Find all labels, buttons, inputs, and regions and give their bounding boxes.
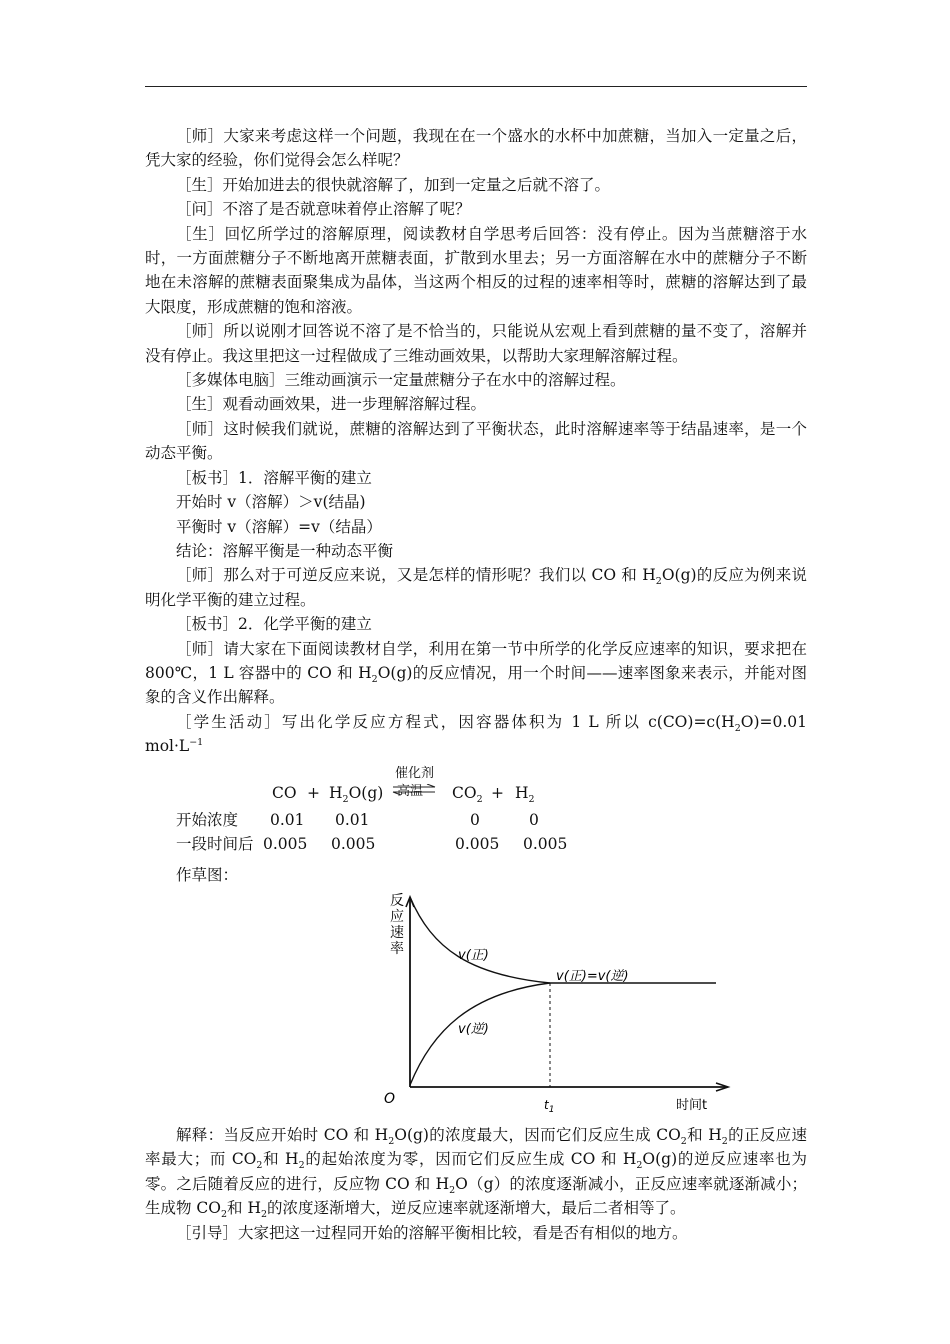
- paragraph-student-watch: ［生］观看动画效果，进一步理解溶解过程。: [176, 395, 487, 414]
- paragraph-teacher-question: ［师］大家来考虑这样一个问题，我现在在一个盛水的水杯中加蔗糖，当加入一定量之后，凭大家的经验，你们觉得会怎么样呢？: [145, 127, 807, 170]
- reactant-co: CO: [272, 783, 297, 802]
- paragraph-teacher-task: ［师］请大家在下面阅读教材自学，利用在第一节中所学的化学反应速率的知识，要求把在 800℃，1 L 容器中的 CO 和 $H_2O(g)$的反应情况，用一个时间——速率图象来表示，并能对图象的含义作出解释。: [145, 639, 807, 707]
- x-axis-label: 时间t: [676, 1097, 708, 1113]
- later-co2: 0.005: [455, 834, 500, 853]
- later-concentration-label: 一段时间后: [176, 834, 254, 853]
- board-conclusion: 结论：溶解平衡是一种动态平衡: [176, 541, 394, 560]
- forward-rate-curve: [410, 897, 550, 983]
- product-h2: $H_2$: [515, 783, 535, 805]
- paragraph-question: ［问］不溶了是否就意味着停止溶解了呢？: [176, 200, 471, 219]
- paragraph-teacher-animation: ［师］所以说刚才回答说不溶了是不恰当的，只能说从宏观上看到蔗糖的量不变了，溶解并没有停止。我这里把这一过程做成了三维动画效果，以帮助大家理解溶解过程。: [145, 322, 807, 365]
- paragraph-explanation: 解释：当反应开始时 CO 和 $H_2O(g)$的浓度最大，因而它们反应生成 $CO_2$和 $H_2$的正反应速率最大；而 $CO_2$和 $H_2$的起始浓度为零，因而它们反应生成 CO 和 $H_2O(g)$的逆反应速率也为零。之后随着反应的进行，反应物 CO 和 $H_2O(g)$的浓度逐渐减小，正反应速率就逐渐减小；生成物 $CO_2$和 $H_2$的浓度逐渐增大，逆反应速率就逐渐增大，最后二者相等了。: [145, 1125, 807, 1221]
- forward-rate-label: v(正): [458, 947, 489, 963]
- origin-label: O: [384, 1090, 396, 1107]
- paragraph-guide: ［引导］大家把这一过程同开始的溶解平衡相比较，看是否有相似的地方。: [176, 1223, 688, 1242]
- rate-time-graph: [370, 889, 740, 1117]
- t1-label: $t_1$: [544, 1097, 555, 1115]
- paragraph-reversible-reaction: ［师］那么对于可逆反应来说，又是怎样的情形呢？我们以 CO 和 $H_2O(g)$的反应为例来说明化学平衡的建立过程。: [145, 566, 807, 609]
- paragraph-student-activity: ［学生活动］写出化学反应方程式，因容器体积为 1 L 所以 $c(CO)=c(H_2O)=0.01$ $mol\cdot L^{-1}$: [145, 712, 807, 756]
- header-rule: [145, 86, 807, 87]
- y-axis-label-3: 速: [390, 924, 404, 941]
- initial-h2: 0: [529, 810, 539, 829]
- sketch-label: 作草图：: [176, 865, 239, 884]
- paragraph-student-answer: ［生］开始加进去的很快就溶解了，加到一定量之后就不溶了。: [176, 175, 611, 194]
- reactant-h2o: $H_2O(g)$: [329, 783, 384, 805]
- paragraph-teacher-equilibrium: ［师］这时候我们就说，蔗糖的溶解达到了平衡状态，此时溶解速率等于结晶速率，是一个动态平衡。: [145, 419, 807, 463]
- board-line-start: 开始时 v（溶解）＞v(结晶): [176, 493, 366, 512]
- y-axis-label-2: 应: [390, 908, 404, 925]
- paragraph-student-explanation: ［生］回忆所学过的溶解原理，阅读教材自学思考后回答：没有停止。因为当蔗糖溶于水时，一方面蔗糖分子不断地离开蔗糖表面，扩散到水里去；另一方面溶解在水中的蔗糖分子不断地在未溶解的蔗糖表面聚集成为晶体，当这两个相反的过程的速率相等时，蔗糖的溶解达到了最大限度，形成蔗糖的饱和溶液。: [145, 224, 807, 316]
- board-heading-1: ［板书］1．溶解平衡的建立: [176, 468, 372, 487]
- initial-concentration-label: 开始浓度: [176, 810, 239, 829]
- document-body: [145, 124, 807, 1245]
- later-h2: 0.005: [523, 834, 568, 853]
- heat-label: 高温: [397, 783, 424, 799]
- rate-time-diagram: [145, 889, 807, 1119]
- board-heading-2: ［板书］2．化学平衡的建立: [176, 615, 372, 634]
- initial-co: 0.01: [270, 810, 305, 829]
- product-co2: $CO_2$: [452, 783, 483, 805]
- y-axis-label-4: 率: [390, 940, 404, 957]
- reaction-equation: [145, 765, 807, 863]
- later-co: 0.005: [263, 834, 308, 853]
- plus-sign-2: +: [491, 783, 504, 802]
- initial-h2o: 0.01: [335, 810, 370, 829]
- paragraph-multimedia: ［多媒体电脑］三维动画演示一定量蔗糖分子在水中的溶解过程。: [176, 371, 626, 390]
- equal-rate-label: v(正)=v(逆): [556, 968, 629, 984]
- catalyst-label: 催化剂: [395, 765, 435, 781]
- y-axis-label-1: 反: [390, 892, 404, 909]
- initial-co2: 0: [470, 810, 480, 829]
- reverse-rate-label: v(逆): [458, 1021, 489, 1037]
- reversible-arrow-icon: [391, 784, 439, 796]
- later-h2o: 0.005: [331, 834, 376, 853]
- board-line-equilibrium: 平衡时 v（溶解）=v（结晶）: [176, 517, 382, 536]
- plus-sign-1: +: [307, 783, 320, 802]
